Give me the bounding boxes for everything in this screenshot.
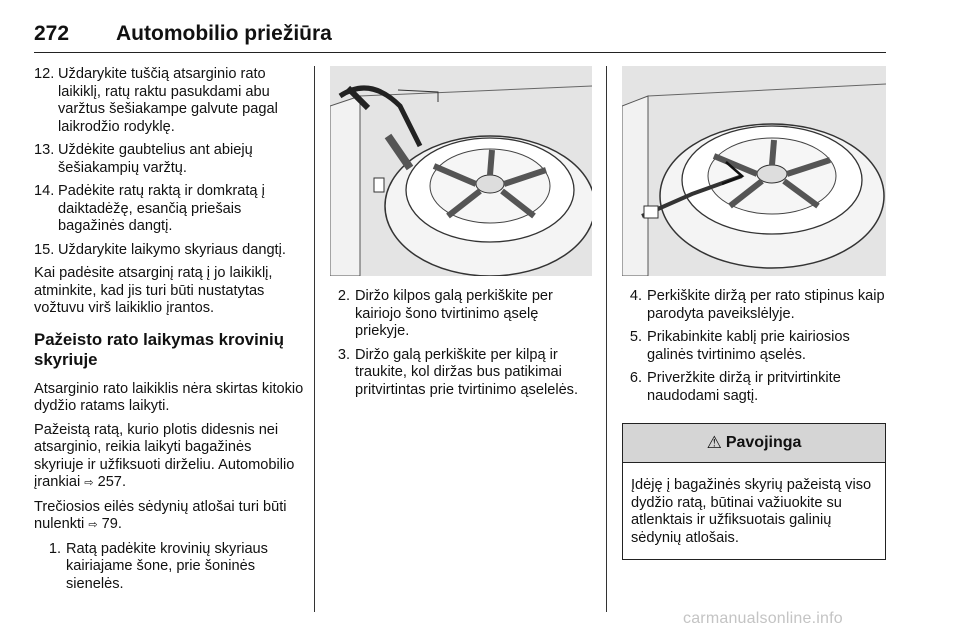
column-divider-1: [314, 66, 315, 612]
step-number: 14.: [34, 183, 55, 199]
list-item: [34, 66, 304, 136]
column-middle: [330, 66, 592, 405]
list-item: [330, 347, 592, 400]
page-reference-link[interactable]: 257: [97, 474, 122, 490]
step-number: 1.: [48, 540, 61, 557]
column-divider-2: [606, 66, 607, 612]
column-right: [622, 66, 886, 560]
warning-text: Įdėję į bagažinės skyrių pažeistą viso dydžio ratą, būtinai važiuokite su atlenktais ir užfiksuotais galinių sėdynių atlošais.: [631, 477, 872, 546]
step-text: Diržo galą perkiškite per kilpą ir traukite, kol diržas bus patikimai pritvirtintas prie tvirtinimo ąselelės.: [355, 346, 579, 398]
list-item: [330, 288, 592, 341]
figure-strap-through-spokes: [622, 66, 886, 276]
warning-triangle-icon: ⚠: [706, 433, 722, 453]
step-text: Perkiškite diržą per rato stipinus kaip parodyta paveikslėlyje.: [647, 288, 885, 322]
list-item: [622, 288, 886, 323]
wheel-illustration-1: [330, 66, 592, 276]
step-number: 3.: [337, 346, 350, 363]
step-number: 13.: [34, 142, 55, 158]
step-number: 5.: [629, 329, 642, 345]
step-text: Uždarykite tuščią atsarginio rato laikiklį, ratų raktu pasukdami abu varžtus šešiakampe galvute pagal laikrodžio rodyklę.: [58, 66, 278, 135]
page-ref-arrow-icon: ⇨: [84, 477, 94, 489]
step-number: 6.: [629, 370, 642, 386]
step-text: Uždėkite gaubtelius ant abiejų šešiakampių varžtų.: [58, 142, 253, 176]
figure-strap-through-eyelet: [330, 66, 592, 276]
page-header: [34, 22, 886, 53]
step-number: 2.: [337, 288, 350, 304]
paragraph-text: Pažeistą ratą, kurio plotis didesnis nei atsarginio, reikia laikyti bagažinės skyriuje ir užfiksuoti dirželiu. Automobilio įrankiai: [34, 421, 295, 490]
step-number: 12.: [34, 66, 55, 82]
page-number: 272: [34, 22, 70, 45]
page-title: Automobilio priežiūra: [116, 22, 332, 45]
paragraph-damaged-wheel: Pažeistą ratą, kurio plotis didesnis nei atsarginio, reikia laikyti bagažinės skyriuje ir užfiksuoti dirželiu. Automobilio įrankiai ⇨ 257.: [34, 421, 295, 490]
list-item: [34, 183, 304, 236]
list-item: [622, 329, 886, 364]
step-number: 15.: [34, 241, 55, 258]
page-reference-link[interactable]: 79: [101, 516, 118, 532]
list-item: [34, 541, 304, 594]
watermark: carmanualsonline.info: [683, 610, 843, 627]
list-item: [34, 242, 304, 260]
paragraph-valve-note: Kai padėsite atsarginį ratą į jo laikiklį, atminkite, kad jis turi būti nustatytas vožtuvu virš laikiklio įrantos.: [34, 265, 273, 316]
step-text: Prikabinkite kablį prie kairiosios galinės tvirtinimo ąselės.: [647, 329, 850, 363]
wheel-illustration-2: [622, 66, 886, 276]
step-text: Padėkite ratų raktą ir domkratą į daiktadėžę, esančią priešais bagažinės dangtį.: [58, 183, 265, 234]
section-heading: Pažeisto rato laikymas krovinių skyriuje: [34, 329, 284, 369]
step-text: Priveržkite diržą ir pritvirtinkite naudodami sagtį.: [647, 370, 841, 404]
warning-box: [622, 423, 886, 560]
list-item: [622, 370, 886, 405]
step-text: Diržo kilpos galą perkiškite per kairiojo šono tvirtinimo ąselę priekyje.: [355, 288, 553, 339]
page-ref-arrow-icon: ⇨: [88, 519, 98, 531]
step-text: Uždarykite laikymo skyriaus dangtį.: [58, 241, 286, 258]
step-text: Ratą padėkite krovinių skyriaus kairiajame šone, prie šoninės sienelės.: [66, 540, 268, 592]
paragraph-seats: Trečiosios eilės sėdynių atlošai turi būti nulenkti ⇨ 79.: [34, 498, 287, 532]
warning-title: Pavojinga: [725, 434, 802, 452]
step-number: 4.: [629, 288, 642, 304]
paragraph-holder-note: Atsarginio rato laikiklis nėra skirtas kitokio dydžio ratams laikyti.: [34, 380, 304, 414]
warning-header: [623, 424, 885, 463]
column-left: [34, 66, 304, 593]
list-item: [34, 142, 304, 177]
paragraph-text: Trečiosios eilės sėdynių atlošai turi būti nulenkti: [34, 498, 287, 532]
